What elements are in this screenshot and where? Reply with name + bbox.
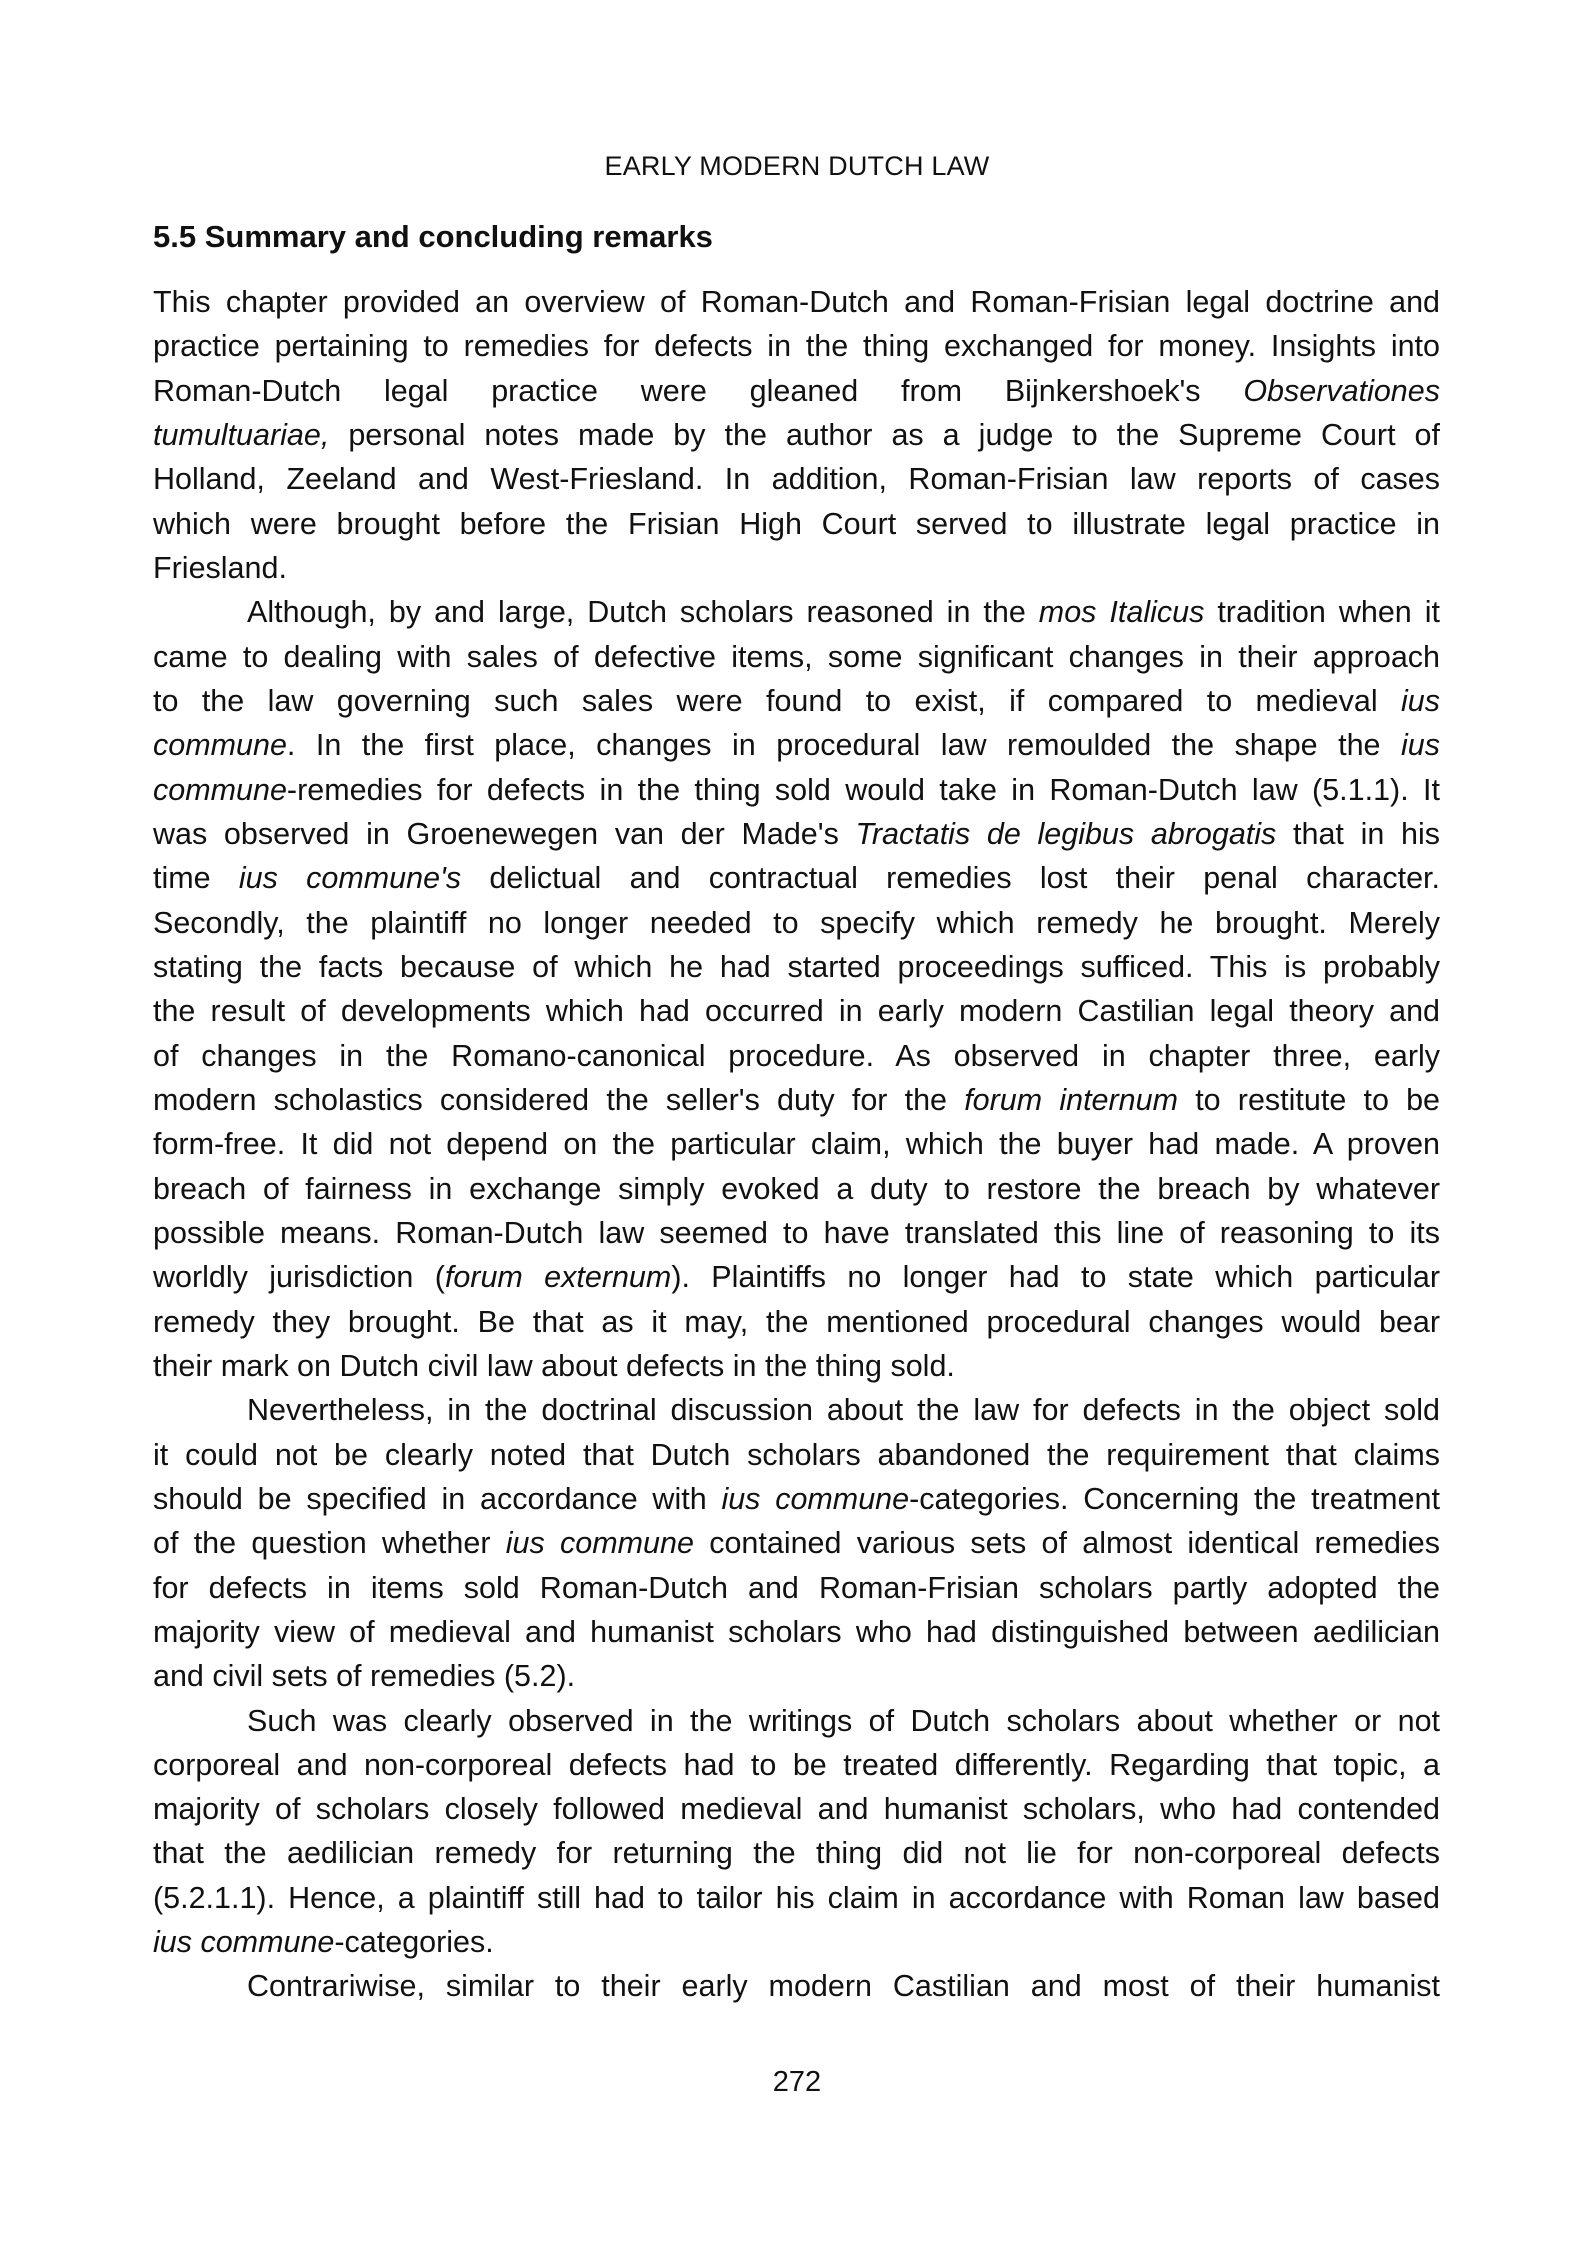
paragraph: [153, 1388, 1440, 1698]
text-line: [153, 1078, 1440, 1122]
text-run: Secondly, the plaintiff no longer needed to specify which remedy he brought. Merely: [153, 905, 1440, 940]
text-line: [153, 635, 1440, 679]
text-line: [153, 1831, 1440, 1875]
text-run: ). Plaintiffs no longer had to state which particular: [671, 1260, 1441, 1295]
text-run: majority of scholars closely followed medieval and humanist scholars, who had contended: [153, 1792, 1440, 1827]
text-line: [153, 1255, 1440, 1299]
text-run: it could not be clearly noted that Dutch scholars abandoned the requirement that claims: [153, 1437, 1440, 1472]
text-line: [153, 1122, 1440, 1166]
running-head: EARLY MODERN DUTCH LAW: [604, 151, 990, 181]
text-run: delictual and contractual remedies lost their penal character.: [461, 861, 1441, 896]
italic-term: Tractatis de legibus abrogatis: [855, 816, 1277, 851]
text-run: -remedies for defects in the thing sold would take in Roman-Dutch law (5.1.1). It: [286, 772, 1440, 807]
text-line: [153, 856, 1440, 900]
text-run: their mark on Dutch civil law about defects in the thing sold.: [153, 1348, 955, 1383]
paragraph: [153, 590, 1440, 1388]
text-run: time: [153, 861, 239, 896]
text-line: [153, 413, 1440, 457]
text-run: remedy they brought. Be that as it may, the mentioned procedural changes would bear: [153, 1304, 1440, 1339]
text-line: [153, 812, 1440, 856]
text-run: that in his: [1276, 816, 1440, 851]
italic-term: forum internum: [964, 1082, 1179, 1117]
text-line: [153, 1300, 1440, 1344]
body-text: [153, 280, 1440, 2009]
italic-term: commune: [153, 728, 287, 763]
text-run: possible means. Roman-Dutch law seemed to have translated this line of reasoning to its: [153, 1215, 1440, 1250]
text-line: [153, 369, 1440, 413]
text-line: [153, 1964, 1440, 2008]
text-line: [153, 324, 1440, 368]
text-run: breach of fairness in exchange simply evoked a duty to restore the breach by whatever: [153, 1171, 1440, 1206]
italic-term: ius: [1401, 728, 1440, 763]
page-number: 272: [772, 2066, 822, 2098]
text-line: [153, 1610, 1440, 1654]
text-line: [153, 901, 1440, 945]
italic-term: forum externum: [444, 1260, 672, 1295]
text-line: [153, 1034, 1440, 1078]
text-run: to restitute to be: [1178, 1082, 1441, 1117]
text-line: [153, 1787, 1440, 1831]
paragraph: [153, 1964, 1440, 2008]
italic-term: ius commune's: [238, 861, 462, 896]
text-line: [153, 457, 1440, 501]
paragraph: [153, 280, 1440, 590]
text-run: . In the first place, changes in procedural law remoulded the shape the: [286, 728, 1401, 763]
text-run: modern scholastics considered the seller's duty for the: [153, 1082, 965, 1117]
paragraph: [153, 1699, 1440, 1965]
italic-term: ius: [1401, 683, 1440, 718]
text-run: Contrariwise, similar to their early modern Castilian and most of their humanist: [247, 1969, 1440, 2004]
text-line: [153, 1521, 1440, 1565]
text-line: [153, 1699, 1440, 1743]
text-line: [153, 1477, 1440, 1521]
text-run: (5.2.1.1). Hence, a plaintiff still had to tailor his claim in accordance with Roman law based: [153, 1880, 1440, 1915]
text-run: corporeal and non-corporeal defects had to be treated differently. Regarding that topic, a: [153, 1747, 1440, 1782]
text-run: Nevertheless, in the doctrinal discussion about the law for defects in the object sold: [247, 1393, 1440, 1428]
text-line: [153, 546, 1440, 590]
text-run: form-free. It did not depend on the particular claim, which the buyer had made. A proven: [153, 1127, 1440, 1162]
text-run: which were brought before the Frisian High Court served to illustrate legal practice in: [153, 506, 1440, 541]
italic-term: tumultuariae,: [153, 417, 330, 452]
text-run: Friesland.: [153, 550, 287, 585]
text-run: the result of developments which had occurred in early modern Castilian legal theory and: [153, 994, 1440, 1029]
text-line: [153, 679, 1440, 723]
text-line: [153, 1920, 1440, 1964]
text-line: [153, 989, 1440, 1033]
text-line: [153, 768, 1440, 812]
text-run: of the question whether: [153, 1526, 506, 1561]
text-line: [153, 1388, 1440, 1432]
text-run: was observed in Groenewegen van der Made's: [153, 816, 856, 851]
italic-term: ius commune: [721, 1481, 910, 1516]
italic-term: commune: [153, 772, 287, 807]
text-line: [153, 1344, 1440, 1388]
section-title: 5.5 Summary and concluding remarks: [153, 219, 713, 254]
text-run: majority view of medieval and humanist scholars who had distinguished between aedilician: [153, 1614, 1440, 1649]
text-run: tradition when it: [1204, 595, 1440, 630]
text-run: came to dealing with sales of defective items, some significant changes in their approach: [153, 639, 1440, 674]
text-run: Roman-Dutch legal practice were gleaned from Bijnkershoek's: [153, 373, 1244, 408]
italic-term: ius commune: [153, 1925, 335, 1960]
text-run: stating the facts because of which he had started proceedings sufficed. This is probably: [153, 949, 1440, 984]
italic-term: mos Italicus: [1038, 595, 1205, 630]
text-run: that the aedilician remedy for returning the thing did not lie for non-corporeal defects: [153, 1836, 1440, 1871]
text-run: -categories.: [334, 1925, 494, 1960]
text-line: [153, 945, 1440, 989]
text-run: for defects in items sold Roman-Dutch and Roman-Frisian scholars partly adopted the: [153, 1570, 1440, 1605]
text-line: [153, 1566, 1440, 1610]
text-run: This chapter provided an overview of Roman-Dutch and Roman-Frisian legal doctrine and: [153, 285, 1440, 319]
text-line: [153, 723, 1440, 767]
text-run: Such was clearly observed in the writings of Dutch scholars about whether or not: [247, 1703, 1440, 1738]
text-run: personal notes made by the author as a judge to the Supreme Court of: [329, 417, 1440, 452]
text-line: [153, 280, 1440, 324]
text-run: to the law governing such sales were found to exist, if compared to medieval: [153, 683, 1401, 718]
text-line: [153, 502, 1440, 546]
italic-term: Observationes: [1243, 373, 1440, 408]
text-line: [153, 1743, 1440, 1787]
text-line: [153, 1654, 1440, 1698]
text-line: [153, 1167, 1440, 1211]
text-run: -categories. Concerning the treatment: [909, 1481, 1440, 1516]
text-line: [153, 1211, 1440, 1255]
text-line: [153, 1876, 1440, 1920]
text-run: should be specified in accordance with: [153, 1481, 722, 1516]
text-run: contained various sets of almost identical remedies: [693, 1526, 1440, 1561]
italic-term: ius commune: [505, 1526, 694, 1561]
text-run: Although, by and large, Dutch scholars reasoned in the: [247, 595, 1039, 630]
text-line: [153, 590, 1440, 634]
text-run: Holland, Zeeland and West-Friesland. In addition, Roman-Frisian law reports of cases: [153, 462, 1440, 497]
text-run: and civil sets of remedies (5.2).: [153, 1659, 576, 1694]
text-run: practice pertaining to remedies for defects in the thing exchanged for money. Insights into: [153, 329, 1440, 364]
text-line: [153, 1433, 1440, 1477]
text-run: worldly jurisdiction (: [153, 1260, 445, 1295]
text-run: of changes in the Romano-canonical procedure. As observed in chapter three, early: [153, 1038, 1440, 1073]
